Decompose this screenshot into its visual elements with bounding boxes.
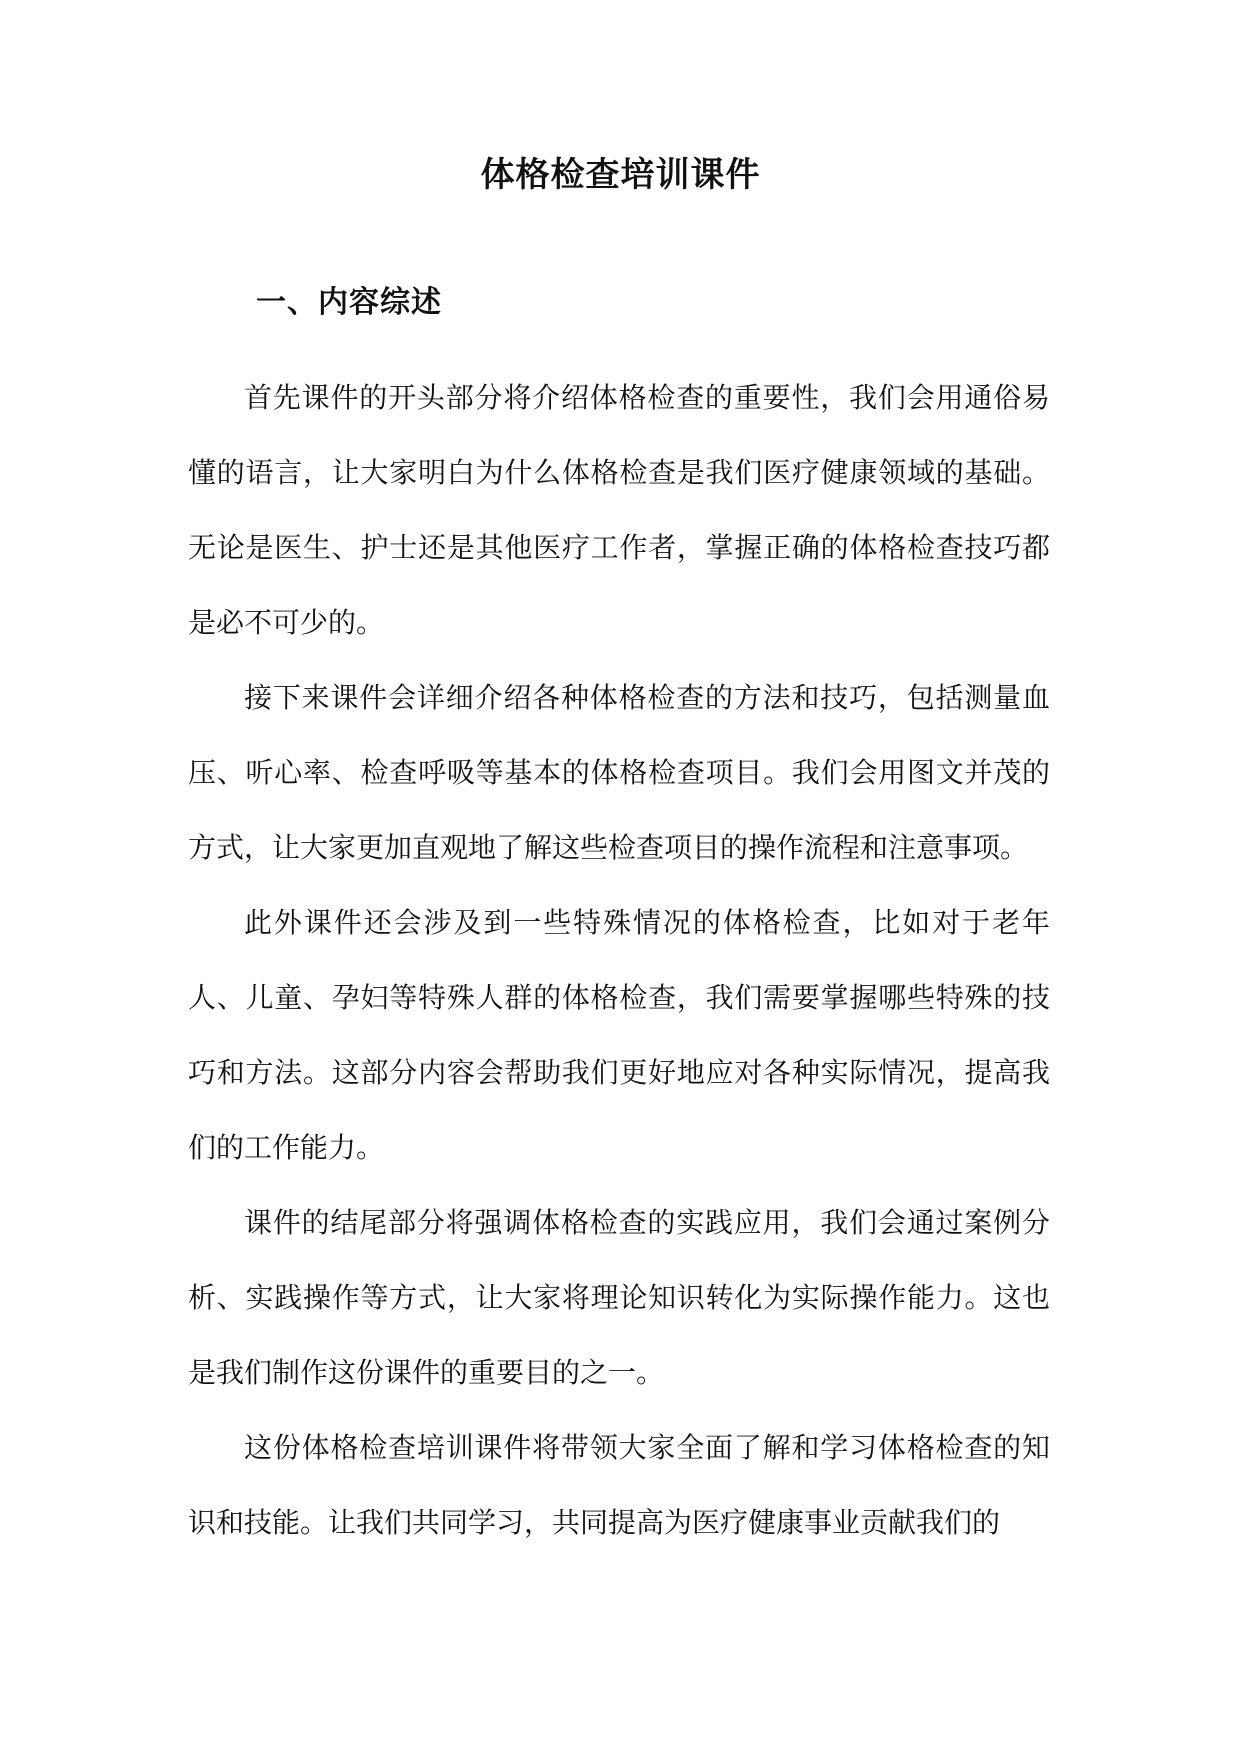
paragraph-5: 这份体格检查培训课件将带领大家全面了解和学习体格检查的知识和技能。让我们共同学习，共同提高为医疗健康事业贡献我们的 bbox=[188, 1431, 1050, 1539]
paragraph-2: 接下来课件会详细介绍各种体格检查的方法和技巧，包括测量血压、听心率、检查呼吸等基本的体格检查项目。我们会用图文并茂的方式，让大家更加直观地了解这些检查项目的操作流程和注意事项。 bbox=[188, 681, 1050, 864]
document-title: 体格检查培训课件 bbox=[480, 155, 761, 195]
paragraph-3: 此外课件还会涉及到一些特殊情况的体格检查，比如对于老年人、儿童、孕妇等特殊人群的体格检查，我们需要掌握哪些特殊的技巧和方法。这部分内容会帮助我们更好地应对各种实际情况，提高我们的工作能力。 bbox=[188, 906, 1050, 1164]
section-body bbox=[188, 360, 1050, 1560]
section-heading: 一、内容综述 bbox=[256, 285, 442, 320]
paragraph-4: 课件的结尾部分将强调体格检查的实践应用，我们会通过案例分析、实践操作等方式，让大家将理论知识转化为实际操作能力。这也是我们制作这份课件的重要目的之一。 bbox=[188, 1206, 1050, 1389]
paragraph-1: 首先课件的开头部分将介绍体格检查的重要性，我们会用通俗易懂的语言，让大家明白为什么体格检查是我们医疗健康领域的基础。无论是医生、护士还是其他医疗工作者，掌握正确的体格检查技巧都是必不可少的。 bbox=[188, 381, 1050, 639]
